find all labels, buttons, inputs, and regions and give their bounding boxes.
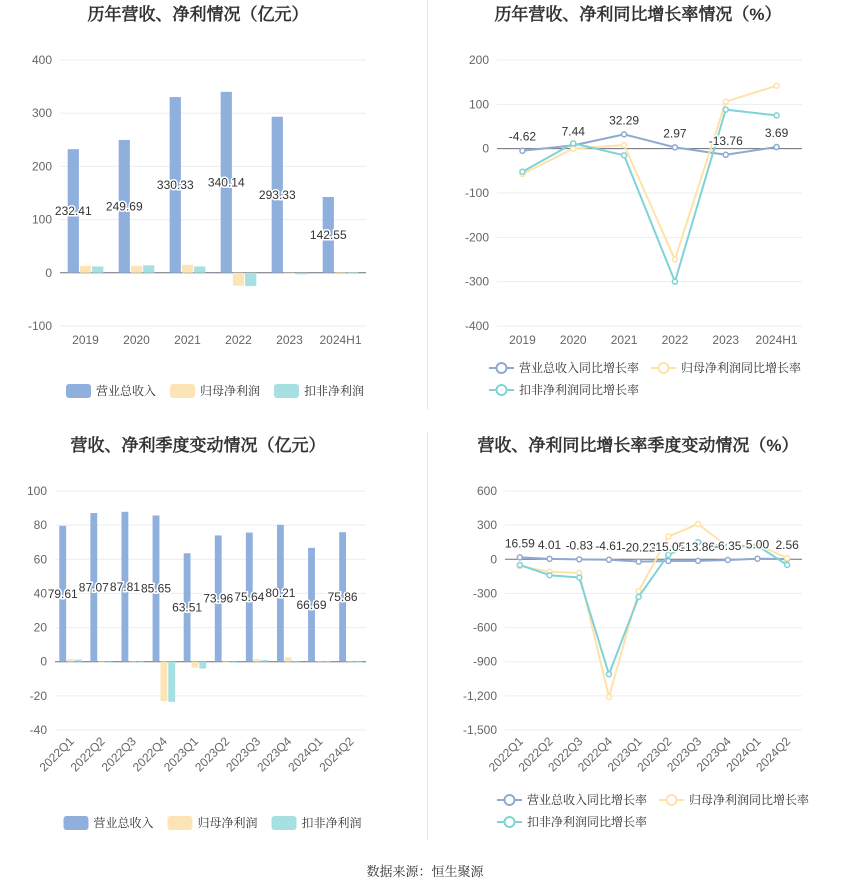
x-tick-label: 2022Q1 bbox=[36, 734, 77, 775]
legend bbox=[497, 792, 809, 829]
data-point bbox=[622, 132, 627, 137]
data-point bbox=[785, 556, 790, 561]
data-label: -13.76 bbox=[708, 133, 743, 148]
bar bbox=[75, 660, 82, 662]
x-tick-label: 2024Q2 bbox=[316, 734, 357, 775]
data-point bbox=[547, 573, 552, 578]
x-tick-label: 2022Q3 bbox=[98, 734, 139, 775]
bar bbox=[230, 662, 237, 663]
data-point bbox=[577, 575, 582, 580]
legend-marker bbox=[667, 795, 677, 805]
chart-2 bbox=[465, 4, 802, 397]
x-tick-label: 2022Q2 bbox=[67, 734, 108, 775]
data-label: 7.44 bbox=[561, 124, 585, 139]
legend-marker bbox=[497, 385, 507, 395]
data-point bbox=[725, 558, 730, 563]
chart-1 bbox=[28, 4, 366, 398]
y-tick-label: -20 bbox=[29, 688, 47, 703]
y-tick-label: -400 bbox=[464, 319, 489, 333]
bar bbox=[92, 266, 103, 272]
bar bbox=[129, 662, 136, 663]
bar bbox=[199, 662, 206, 669]
y-tick-label: 0 bbox=[40, 654, 47, 669]
data-point bbox=[696, 522, 701, 527]
x-tick-label: 2024Q1 bbox=[723, 734, 764, 775]
bar bbox=[194, 266, 205, 272]
y-tick-label: -200 bbox=[464, 230, 489, 245]
data-point bbox=[672, 145, 677, 150]
legend bbox=[64, 815, 362, 830]
data-label: -20.22 bbox=[621, 540, 656, 555]
bar bbox=[347, 273, 358, 274]
data-label: 75.64 bbox=[234, 590, 265, 605]
data-point bbox=[666, 534, 671, 539]
bar bbox=[131, 266, 142, 273]
legend-label: 归母净利润 bbox=[197, 816, 258, 830]
legend-label: 归母净利润同比增长率 bbox=[681, 361, 802, 375]
legend-marker bbox=[505, 795, 515, 805]
data-label: 2.56 bbox=[775, 537, 799, 552]
bar bbox=[233, 273, 244, 286]
bar bbox=[106, 662, 113, 663]
data-label: 4.01 bbox=[537, 537, 562, 552]
data-label: 232.41 bbox=[54, 203, 92, 218]
legend bbox=[489, 360, 801, 397]
data-point bbox=[785, 562, 790, 567]
x-tick-label: 2024Q1 bbox=[285, 734, 326, 775]
data-label: 340.14 bbox=[207, 175, 245, 190]
y-tick-label: 100 bbox=[26, 484, 47, 498]
bar bbox=[284, 273, 295, 274]
data-label: -0.83 bbox=[565, 538, 593, 553]
data-point bbox=[517, 555, 522, 560]
legend-label: 扣非净利润 bbox=[304, 384, 365, 398]
data-point bbox=[696, 558, 701, 563]
bar bbox=[143, 265, 154, 272]
x-tick-label: 2020 bbox=[559, 333, 587, 347]
data-label: 330.33 bbox=[156, 177, 194, 192]
x-tick-label: 2023 bbox=[276, 333, 303, 347]
chart-3 bbox=[27, 435, 366, 830]
y-tick-label: 40 bbox=[33, 586, 47, 601]
bar bbox=[192, 662, 199, 668]
bar bbox=[293, 661, 300, 662]
legend-label: 营业总收入 bbox=[93, 816, 154, 830]
legend bbox=[66, 383, 364, 398]
data-label: 87.81 bbox=[109, 579, 140, 594]
data-point bbox=[520, 148, 525, 153]
data-point bbox=[517, 562, 522, 567]
chart-title: 营收、净利同比增长率季度变动情况（%） bbox=[477, 436, 799, 455]
bar bbox=[262, 660, 269, 662]
legend-swatch bbox=[66, 384, 91, 398]
legend-label: 扣非净利润同比增长率 bbox=[527, 815, 648, 829]
x-tick-label: 2021 bbox=[610, 333, 638, 347]
data-label: 80.21 bbox=[265, 586, 296, 601]
bar bbox=[168, 662, 175, 702]
y-tick-label: 60 bbox=[33, 552, 47, 567]
x-tick-label: 2022Q2 bbox=[515, 734, 556, 775]
y-tick-label: -100 bbox=[27, 319, 52, 333]
data-point bbox=[577, 557, 582, 562]
x-tick-label: 2022Q4 bbox=[129, 734, 170, 775]
y-tick-label: 20 bbox=[33, 620, 47, 635]
x-tick-label: 2021 bbox=[174, 333, 201, 347]
y-tick-label: 100 bbox=[31, 212, 52, 227]
y-tick-label: -300 bbox=[464, 274, 489, 289]
x-tick-label: 2023Q1 bbox=[604, 734, 645, 775]
y-tick-label: 600 bbox=[476, 484, 497, 498]
data-label: 66.69 bbox=[296, 597, 327, 612]
data-label: 16.59 bbox=[504, 536, 535, 551]
x-tick-label: 2023Q2 bbox=[634, 734, 675, 775]
x-tick-label: 2019 bbox=[72, 333, 99, 347]
legend-marker bbox=[497, 363, 507, 373]
data-label: 63.51 bbox=[172, 600, 203, 615]
y-tick-label: -600 bbox=[472, 620, 497, 635]
legend-swatch bbox=[64, 816, 89, 830]
y-tick-label: 80 bbox=[33, 518, 47, 533]
data-label: 2.97 bbox=[663, 126, 687, 141]
data-point bbox=[755, 556, 760, 561]
x-tick-label: 2022Q4 bbox=[574, 734, 616, 775]
data-label: -6.35 bbox=[714, 539, 742, 554]
legend-label: 营业总收入同比增长率 bbox=[527, 793, 648, 807]
bar bbox=[355, 662, 362, 663]
bar bbox=[296, 273, 307, 275]
data-point bbox=[774, 145, 779, 150]
legend-label: 归母净利润同比增长率 bbox=[689, 793, 810, 807]
data-point bbox=[571, 146, 576, 151]
legend-label: 营业总收入同比增长率 bbox=[519, 361, 640, 375]
chart-title: 历年营收、净利情况（亿元） bbox=[87, 5, 309, 24]
data-label: 142.55 bbox=[309, 227, 347, 242]
y-tick-label: -900 bbox=[472, 654, 497, 669]
x-tick-label: 2020 bbox=[123, 333, 150, 347]
legend-swatch bbox=[274, 384, 299, 398]
data-label: 5.00 bbox=[745, 537, 770, 552]
legend-label: 营业总收入 bbox=[96, 384, 157, 398]
chart-title: 历年营收、净利同比增长率情况（%） bbox=[494, 5, 782, 24]
bar bbox=[316, 661, 323, 662]
data-point bbox=[622, 153, 627, 158]
data-label: 3.69 bbox=[764, 126, 789, 141]
x-tick-label: 2023Q1 bbox=[160, 734, 202, 775]
data-point bbox=[666, 558, 671, 563]
data-point bbox=[606, 672, 611, 677]
y-tick-label: 100 bbox=[468, 97, 489, 112]
bar bbox=[254, 659, 261, 662]
y-tick-label: 0 bbox=[482, 141, 489, 156]
data-label: 79.61 bbox=[47, 586, 78, 601]
data-label: -4.62 bbox=[508, 129, 537, 144]
x-tick-label: 2023Q2 bbox=[192, 734, 233, 775]
data-point bbox=[547, 556, 552, 561]
bar bbox=[137, 662, 144, 663]
data-point bbox=[672, 257, 677, 262]
data-label: 87.07 bbox=[78, 580, 109, 595]
legend-label: 扣非净利润 bbox=[301, 816, 362, 830]
data-label: 293.33 bbox=[258, 187, 296, 202]
bar bbox=[324, 661, 331, 662]
data-label: -4.61 bbox=[595, 538, 623, 553]
data-point bbox=[606, 557, 611, 562]
y-tick-label: -40 bbox=[29, 723, 47, 737]
chart-title: 营收、净利季度变动情况（亿元） bbox=[70, 436, 326, 455]
x-tick-label: 2022 bbox=[661, 333, 689, 347]
data-point bbox=[774, 83, 779, 88]
data-label: 249.69 bbox=[105, 199, 143, 214]
y-tick-label: -300 bbox=[472, 586, 497, 601]
data-point bbox=[520, 169, 525, 174]
legend-label: 扣非净利润同比增长率 bbox=[519, 383, 640, 397]
bar bbox=[223, 662, 230, 663]
bar bbox=[285, 657, 292, 661]
x-tick-label: 2022Q3 bbox=[545, 734, 586, 775]
x-tick-label: 2024H1 bbox=[319, 333, 362, 347]
bar bbox=[98, 662, 105, 663]
bar bbox=[347, 661, 354, 662]
data-label: -15.05 bbox=[651, 539, 686, 554]
y-tick-label: 0 bbox=[490, 552, 497, 567]
bar bbox=[67, 659, 74, 662]
legend-marker bbox=[505, 817, 515, 827]
y-tick-label: 300 bbox=[31, 106, 52, 121]
x-tick-label: 2024H1 bbox=[755, 333, 798, 347]
x-tick-label: 2023 bbox=[712, 333, 740, 347]
x-tick-label: 2019 bbox=[509, 333, 536, 347]
data-point bbox=[571, 141, 576, 146]
legend-swatch bbox=[168, 816, 193, 830]
bar bbox=[245, 273, 256, 286]
data-point bbox=[636, 559, 641, 564]
data-label: 85.65 bbox=[140, 581, 172, 596]
x-tick-label: 2023Q4 bbox=[693, 734, 734, 775]
x-tick-label: 2022 bbox=[225, 333, 252, 347]
data-point bbox=[723, 107, 728, 112]
chart-4 bbox=[463, 435, 809, 829]
y-tick-label: 200 bbox=[468, 53, 489, 67]
x-tick-label: 2022Q1 bbox=[485, 734, 526, 775]
y-tick-label: 200 bbox=[31, 159, 52, 174]
data-point bbox=[723, 152, 728, 157]
data-point bbox=[636, 594, 641, 599]
x-tick-label: 2023Q4 bbox=[254, 734, 295, 775]
data-label: 75.86 bbox=[327, 589, 358, 604]
legend-swatch bbox=[272, 816, 297, 830]
y-tick-label: 300 bbox=[476, 518, 497, 533]
data-label: -13.86 bbox=[681, 539, 716, 554]
y-tick-label: -1,500 bbox=[462, 723, 497, 737]
x-tick-label: 2023Q3 bbox=[223, 734, 264, 775]
x-tick-label: 2024Q2 bbox=[753, 734, 794, 775]
bar bbox=[182, 265, 193, 273]
bar bbox=[80, 266, 91, 273]
y-tick-label: 0 bbox=[45, 265, 52, 280]
bar bbox=[160, 662, 167, 701]
data-source-note: 数据来源：恒生聚源 bbox=[366, 864, 484, 879]
y-tick-label: -100 bbox=[464, 186, 489, 200]
legend-label: 归母净利润 bbox=[200, 384, 261, 398]
data-point bbox=[723, 99, 728, 104]
y-tick-label: -1,200 bbox=[462, 688, 497, 703]
data-point bbox=[622, 143, 627, 148]
bar bbox=[335, 272, 346, 273]
data-point bbox=[606, 694, 611, 699]
data-point bbox=[672, 279, 677, 284]
data-point bbox=[774, 113, 779, 118]
data-label: 32.29 bbox=[609, 113, 640, 128]
data-label: 73.96 bbox=[203, 591, 234, 606]
legend-swatch bbox=[170, 384, 195, 398]
x-tick-label: 2023Q3 bbox=[664, 734, 705, 775]
legend-marker bbox=[659, 363, 669, 373]
y-tick-label: 400 bbox=[31, 53, 52, 67]
